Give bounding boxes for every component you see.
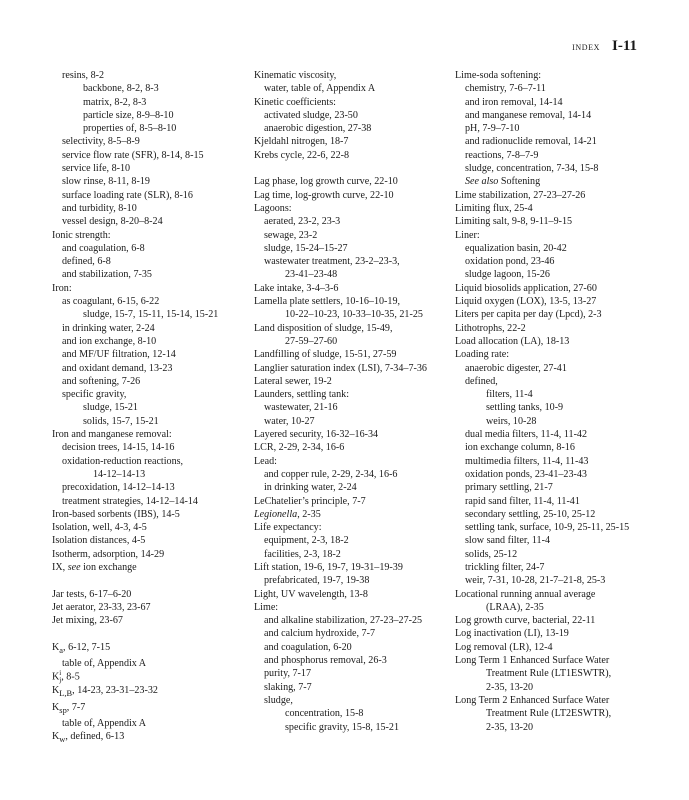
- index-heading: Jet mixing, 23-67: [52, 615, 123, 627]
- index-heading: IX, see ion exchange: [52, 561, 137, 573]
- index-subentry: and calcium hydroxide, 7-7: [264, 628, 375, 640]
- index-heading: Landfilling of sludge, 15-51, 27-59: [254, 349, 397, 361]
- index-subentry: as coagulant, 6-15, 6-22: [62, 296, 160, 308]
- index-subentry: anaerobic digester, 27-41: [465, 362, 567, 374]
- index-subentry: particle size, 8-9–8-10: [83, 109, 174, 121]
- index-subentry: sludge, 15-7, 15-11, 15-14, 15-21: [83, 309, 219, 321]
- index-heading: Liquid biosolids application, 27-60: [455, 282, 597, 294]
- index-subentry: sludge lagoon, 15-26: [465, 269, 550, 281]
- index-heading: Log removal (LR), 12-4: [455, 641, 553, 653]
- index-subentry: sludge,: [264, 694, 293, 706]
- index-subentry: slow sand filter, 11-4: [465, 535, 551, 547]
- index-subentry: treatment strategies, 14-12–14-14: [62, 495, 198, 507]
- index-subentry: (LRAA), 2-35: [486, 601, 544, 613]
- index-subentry: activated sludge, 23-50: [264, 109, 358, 121]
- index-column-1: [52, 69, 247, 747]
- index-heading: $K_w$, defined, 6-13: [52, 731, 125, 745]
- index-subentry: See also Softening: [465, 176, 541, 188]
- index-heading: Lamella plate settlers, 10-16–10-19,: [254, 296, 401, 308]
- index-heading: Langlier saturation index (LSI), 7-34–7-36: [254, 362, 427, 374]
- index-heading: Lake intake, 3-4–3-6: [254, 282, 339, 294]
- index-subentry: 14-12–14-13: [93, 468, 146, 480]
- index-column-2: [254, 69, 450, 734]
- index-heading: Isolation, well, 4-3, 4-5: [52, 522, 147, 534]
- index-subentry: 2-35, 13-20: [486, 721, 534, 733]
- index-subentry: weir, 7-31, 10-28, 21-7–21-8, 25-3: [465, 575, 606, 587]
- index-heading: Locational running annual average: [455, 588, 596, 600]
- index-heading: Liters per capita per day (Lpcd), 2-3: [455, 309, 602, 321]
- index-subentry: selectivity, 8-5–8-9: [62, 136, 140, 148]
- index-heading: LCR, 2-29, 2-34, 16-6: [254, 442, 345, 454]
- index-subentry: sludge, 15-24–15-27: [264, 242, 348, 254]
- index-subentry: sludge, 15-21: [83, 402, 138, 414]
- index-heading: Life expectancy:: [254, 522, 322, 534]
- running-header: [572, 38, 637, 55]
- index-subentry: water, 10-27: [264, 415, 315, 427]
- index-heading: Long Term 2 Enhanced Surface Water: [455, 694, 610, 706]
- index-subentry: wastewater treatment, 23-2–23-3,: [264, 256, 400, 268]
- index-heading: Loading rate:: [455, 349, 510, 361]
- index-subentry: dual media filters, 11-4, 11-42: [465, 429, 588, 441]
- index-subentry: 23-41–23-48: [285, 269, 338, 281]
- index-subentry: defined,: [465, 375, 498, 387]
- index-heading: Isotherm, adsorption, 14-29: [52, 548, 165, 560]
- index-subentry: and alkaline stabilization, 27-23–27-25: [264, 615, 423, 627]
- index-subentry: specific gravity,: [62, 389, 127, 401]
- index-subentry: oxidation-reduction reactions,: [62, 455, 184, 467]
- index-subentry: service flow rate (SFR), 8-14, 8-15: [62, 149, 204, 161]
- index-subentry: service life, 8-10: [62, 163, 131, 175]
- index-subentry: in drinking water, 2-24: [62, 322, 155, 334]
- index-subentry: and copper rule, 2-29, 2-34, 16-6: [264, 468, 398, 480]
- index-heading: Iron:: [52, 282, 72, 294]
- index-subentry: and phosphorus removal, 26-3: [264, 655, 387, 667]
- index-heading: $K_{sp}$, 7-7: [52, 701, 86, 715]
- index-heading: Isolation distances, 4-5: [52, 535, 146, 547]
- index-subentry: and turbidity, 8-10: [62, 202, 137, 214]
- index-subentry: table of, Appendix A: [62, 718, 147, 729]
- index-subentry: reactions, 7-8–7-9: [465, 149, 539, 161]
- index-subentry: and ion exchange, 8-10: [62, 335, 157, 347]
- index-subentry: ion exchange column, 8-16: [465, 442, 575, 454]
- index-subentry: solids, 15-7, 15-21: [83, 415, 159, 427]
- index-heading: Log inactivation (LI), 13-19: [455, 628, 569, 640]
- index-subentry: vessel design, 8-20–8-24: [62, 216, 163, 228]
- index-heading: Lime-soda softening:: [455, 70, 542, 81]
- index-subentry: backbone, 8-2, 8-3: [83, 83, 159, 95]
- index-subentry: and coagulation, 6-8: [62, 242, 145, 254]
- index-heading: LeChatelier’s principle, 7-7: [254, 495, 366, 507]
- index-heading: Lag phase, log growth curve, 22-10: [254, 176, 398, 188]
- index-heading: Lead:: [254, 455, 277, 467]
- index-subentry: 2-35, 13-20: [486, 681, 534, 693]
- index-heading: Liner:: [455, 229, 480, 241]
- index-subentry: sewage, 23-2: [264, 229, 318, 241]
- index-subentry: chemistry, 7-6–7-11: [465, 83, 546, 95]
- index-subentry: settling tanks, 10-9: [486, 402, 564, 414]
- index-heading: Lithotrophs, 22-2: [455, 322, 526, 334]
- index-heading: K i j , 8-5: [52, 669, 80, 685]
- index-heading: Layered security, 16-32–16-34: [254, 429, 379, 441]
- index-subentry: and coagulation, 6-20: [264, 641, 352, 653]
- index-subentry: wastewater, 21-16: [264, 402, 338, 414]
- page-number: I-11: [611, 38, 637, 54]
- section-gap: [52, 627, 247, 640]
- index-heading: Launders, settling tank:: [254, 389, 350, 401]
- index-subentry: surface loading rate (SLR), 8-16: [62, 189, 193, 201]
- index-subentry: Treatment Rule (LT1ESWTR),: [486, 668, 612, 680]
- index-heading: Land disposition of sludge, 15-49,: [254, 322, 393, 334]
- index-heading: Kinematic viscosity,: [254, 70, 337, 81]
- index-column-3: [455, 69, 655, 734]
- index-subentry: and stabilization, 7-35: [62, 269, 152, 281]
- index-subentry: water, table of, Appendix A: [264, 83, 376, 95]
- index-subentry: precoxidation, 14-12–14-13: [62, 482, 175, 494]
- index-subentry: defined, 6-8: [62, 256, 111, 268]
- index-heading: Limiting salt, 9-8, 9-11–9-15: [455, 216, 573, 228]
- index-heading: Iron-based sorbents (IBS), 14-5: [52, 508, 180, 520]
- index-subentry: equipment, 2-3, 18-2: [264, 535, 349, 547]
- index-subentry: sludge, concentration, 7-34, 15-8: [465, 163, 599, 175]
- index-heading: Legionella, 2-35: [254, 508, 321, 520]
- index-subentry: slaking, 7-7: [264, 681, 312, 693]
- index-subentry: purity, 7-17: [264, 668, 312, 680]
- index-subentry: 10-22–10-23, 10-33–10-35, 21-25: [285, 309, 423, 321]
- index-subentry: oxidation ponds, 23-41–23-43: [465, 468, 587, 480]
- index-subentry: and manganese removal, 14-14: [465, 109, 592, 121]
- index-heading: Kinetic coefficients:: [254, 96, 336, 108]
- index-subentry: table of, Appendix A: [62, 658, 147, 670]
- index-heading: Jet aerator, 23-33, 23-67: [52, 601, 151, 613]
- index-heading: Liquid oxygen (LOX), 13-5, 13-27: [455, 296, 597, 308]
- index-subentry: 27-59–27-60: [285, 335, 338, 347]
- index-subentry: resins, 8-2: [62, 70, 105, 81]
- index-heading: Light, UV wavelength, 13-8: [254, 588, 368, 600]
- index-subentry: and radionuclide removal, 14-21: [465, 136, 597, 148]
- index-subentry: trickling filter, 24-7: [465, 561, 545, 573]
- index-heading: Lateral sewer, 19-2: [254, 375, 332, 387]
- index-subentry: concentration, 15-8: [285, 708, 364, 720]
- index-subentry: oxidation pond, 23-46: [465, 256, 555, 268]
- index-heading: $K_{L,B}$, 14-23, 23-31–23-32: [52, 685, 158, 699]
- index-subentry: filters, 11-4: [486, 389, 533, 401]
- index-heading: Iron and manganese removal:: [52, 429, 172, 441]
- index-heading: Lag time, log-growth curve, 22-10: [254, 189, 394, 201]
- index-subentry: primary settling, 21-7: [465, 482, 553, 494]
- index-subentry: weirs, 10-28: [486, 415, 537, 427]
- index-heading: Ionic strength:: [52, 229, 111, 241]
- index-subentry: secondary settling, 25-10, 25-12: [465, 508, 596, 520]
- section-gap: [254, 162, 450, 175]
- index-heading: Lift station, 19-6, 19-7, 19-31–19-39: [254, 561, 403, 573]
- header-label: INDEX: [572, 43, 600, 52]
- index-heading: $K_a$, 6-12, 7-15: [52, 641, 111, 655]
- section-gap: [52, 574, 247, 587]
- index-subentry: multimedia filters, 11-4, 11-43: [465, 455, 589, 467]
- index-subentry: settling tank, surface, 10-9, 25-11, 25-15: [465, 522, 630, 534]
- index-subentry: facilities, 2-3, 18-2: [264, 548, 341, 560]
- index-subentry: aerated, 23-2, 23-3: [264, 216, 341, 228]
- index-subentry: Treatment Rule (LT2ESWTR),: [486, 708, 612, 720]
- index-heading: Lime:: [254, 601, 279, 613]
- index-subentry: anaerobic digestion, 27-38: [264, 123, 372, 135]
- index-subentry: prefabricated, 19-7, 19-38: [264, 575, 370, 587]
- index-subentry: rapid sand filter, 11-4, 11-41: [465, 495, 580, 507]
- index-subentry: and iron removal, 14-14: [465, 96, 563, 108]
- index-subentry: properties of, 8-5–8-10: [83, 123, 177, 135]
- index-subentry: solids, 25-12: [465, 548, 518, 560]
- index-subentry: and softening, 7-26: [62, 375, 141, 387]
- index-heading: Log growth curve, bacterial, 22-11: [455, 615, 596, 627]
- index-subentry: in drinking water, 2-24: [264, 482, 357, 494]
- index-subentry: decision trees, 14-15, 14-16: [62, 442, 175, 454]
- index-heading: Lagoons:: [254, 202, 292, 214]
- index-subentry: specific gravity, 15-8, 15-21: [285, 721, 399, 733]
- index-heading: Jar tests, 6-17–6-20: [52, 588, 132, 600]
- index-subentry: and MF/UF filtration, 12-14: [62, 349, 176, 361]
- index-heading: Kjeldahl nitrogen, 18-7: [254, 136, 349, 148]
- index-subentry: equalization basin, 20-42: [465, 242, 567, 254]
- index-heading: Long Term 1 Enhanced Surface Water: [455, 655, 610, 667]
- index-subentry: and oxidant demand, 13-23: [62, 362, 173, 374]
- index-subentry: slow rinse, 8-11, 8-19: [62, 176, 150, 188]
- index-heading: Lime stabilization, 27-23–27-26: [455, 189, 586, 201]
- index-subentry: pH, 7-9–7-10: [465, 123, 520, 135]
- index-heading: Limiting flux, 25-4: [455, 202, 533, 214]
- index-heading: Krebs cycle, 22-6, 22-8: [254, 149, 350, 161]
- index-heading: Load allocation (LA), 18-13: [455, 335, 570, 347]
- index-subentry: matrix, 8-2, 8-3: [83, 96, 147, 108]
